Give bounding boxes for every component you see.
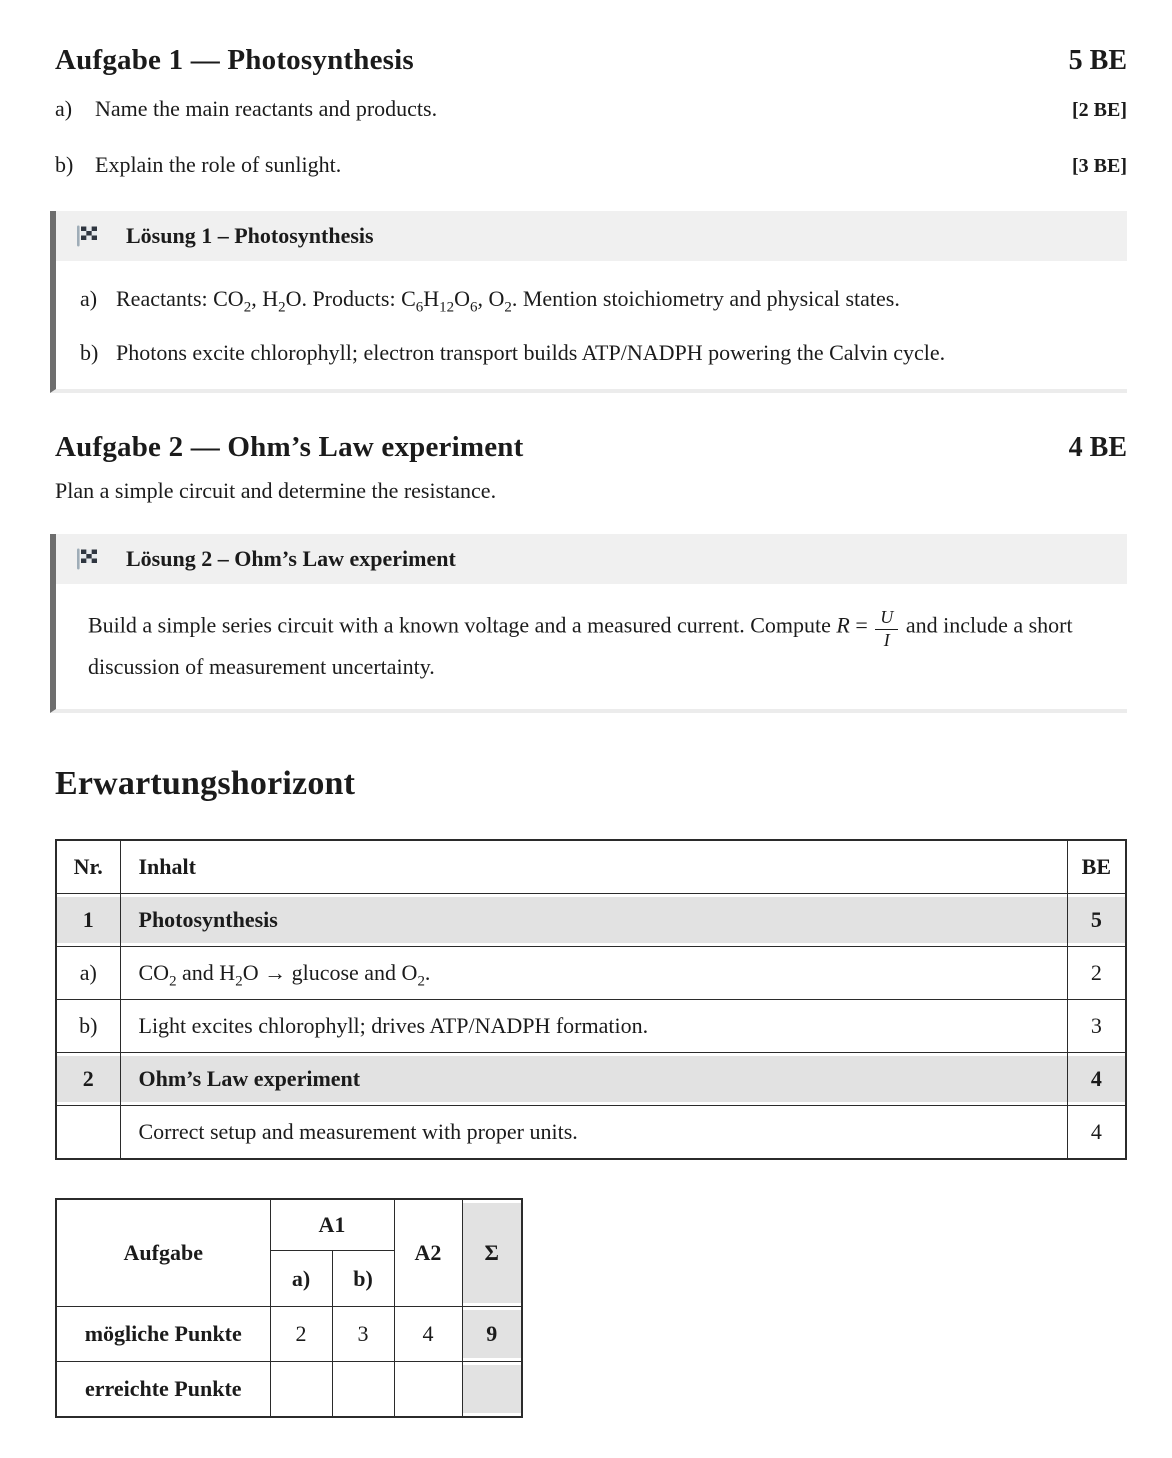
points-sub-b-cell: b): [332, 1251, 394, 1307]
points-value-cell: 3: [332, 1307, 394, 1362]
solution2-body: [56, 584, 1127, 709]
solution2-header: [56, 534, 1127, 584]
solution1-title: Lösung 1 – Photosynthesis: [126, 223, 374, 248]
solution1-item-a: [80, 283, 1111, 315]
points-sum-value-cell: [462, 1362, 522, 1417]
points-corner-cell: Aufgabe: [56, 1199, 270, 1307]
item-text: Explain the role of sunlight.: [95, 152, 342, 177]
solution2-text: Build a simple series circuit with a known voltage and a measured current. Compute R = $\frac{U}{I}$ and include a short discussion of measurement uncertainty.: [88, 606, 1073, 680]
table-row: [56, 999, 1126, 1052]
task1-item-b: [55, 149, 1127, 181]
row-label: mögliche Punkte: [56, 1307, 270, 1362]
task1-title: Aufgabe 1 — Photosynthesis: [55, 44, 414, 76]
rubric-content-cell: Ohm’s Law experiment: [120, 1052, 1067, 1105]
points-a2-cell: A2: [394, 1199, 462, 1307]
task2-intro: Plan a simple circuit and determine the resistance.: [55, 477, 497, 503]
points-summary-table: [55, 1198, 523, 1418]
points-value-cell: 2: [270, 1307, 332, 1362]
points-sum-cell: Σ: [462, 1199, 522, 1307]
solution1-box: [50, 211, 1127, 393]
checkered-flag-icon: [74, 547, 100, 571]
rubric-be-cell: 4: [1067, 1052, 1126, 1105]
item-label: b): [80, 339, 99, 365]
rubric-be-cell: 3: [1067, 999, 1126, 1052]
checkered-flag-icon: [74, 224, 100, 248]
rubric-header-content: Inhalt: [120, 840, 1067, 894]
rubric-table: [55, 839, 1127, 1160]
rubric-content-cell: Correct setup and measurement with proper units.: [120, 1105, 1067, 1159]
solution1-item-b: [80, 337, 1111, 369]
row-label: erreichte Punkte: [56, 1362, 270, 1417]
rubric-nr-cell: b): [56, 999, 120, 1052]
task1-item-a: [55, 93, 1127, 125]
rubric-nr-cell: a): [56, 946, 120, 999]
item-text: Reactants: $CO_2$, $H_2O$. Products: $C_6H_{12}O_6$, $O_2$. Mention stoichiometry and physical states.: [116, 286, 900, 316]
item-label: a): [80, 286, 98, 311]
item-points-badge: [2 BE]: [1072, 99, 1127, 121]
table-row: [56, 946, 1126, 999]
item-text: Name the main reactants and products.: [95, 96, 438, 121]
rubric-nr-cell: 2: [56, 1052, 120, 1105]
points-value-cell: 4: [394, 1307, 462, 1362]
item-points-badge: [3 BE]: [1072, 155, 1127, 177]
rubric-header-row: [56, 840, 1126, 894]
rubric-be-cell: 4: [1067, 1105, 1126, 1159]
task1-points-badge: 5 BE: [1068, 45, 1127, 76]
task2-header: [55, 431, 1127, 464]
points-value-cell: [332, 1362, 394, 1417]
points-a1-group-cell: A1: [270, 1199, 394, 1251]
solution1-body: [56, 261, 1127, 389]
rubric-be-cell: 2: [1067, 946, 1126, 999]
task1-header: [55, 44, 1127, 77]
item-label: b): [55, 152, 74, 177]
achieved-points-row: [56, 1362, 522, 1417]
rubric-nr-cell: [56, 1105, 120, 1159]
rubric-content-cell: Light excites chlorophyll; drives ATP/NADPH formation.: [120, 999, 1067, 1052]
points-header-row-1: [56, 1199, 522, 1251]
points-sum-value-cell: 9: [462, 1307, 522, 1362]
rubric-heading: Erwartungshorizont: [55, 764, 356, 802]
rubric-content-cell: $CO_2$ and $H_2O \to glucose$ and $O_2$.: [120, 946, 1067, 999]
task2-title: Aufgabe 2 — Ohm’s Law experiment: [55, 430, 524, 463]
task2-points-badge: 4 BE: [1068, 431, 1127, 463]
solution2-box: [50, 534, 1127, 713]
points-sub-a-cell: a): [270, 1251, 332, 1307]
points-value-cell: [270, 1362, 332, 1417]
item-text: Photons excite chlorophyll; electron transport builds ATP/NADPH powering the Calvin cycle.: [116, 339, 946, 365]
points-value-cell: [394, 1362, 462, 1417]
rubric-header-nr: Nr.: [56, 840, 120, 894]
table-row: [56, 1105, 1126, 1159]
rubric-nr-cell: 1: [56, 893, 120, 946]
rubric-be-cell: 5: [1067, 893, 1126, 946]
item-label: a): [55, 96, 73, 121]
solution2-title: Lösung 2 – Ohm’s Law experiment: [126, 545, 456, 571]
table-row: [56, 1052, 1126, 1105]
table-row: [56, 893, 1126, 946]
solution1-header: [56, 211, 1127, 261]
rubric-content-cell: Photosynthesis: [120, 893, 1067, 946]
rubric-header-be: BE: [1067, 840, 1126, 894]
possible-points-row: [56, 1307, 522, 1362]
